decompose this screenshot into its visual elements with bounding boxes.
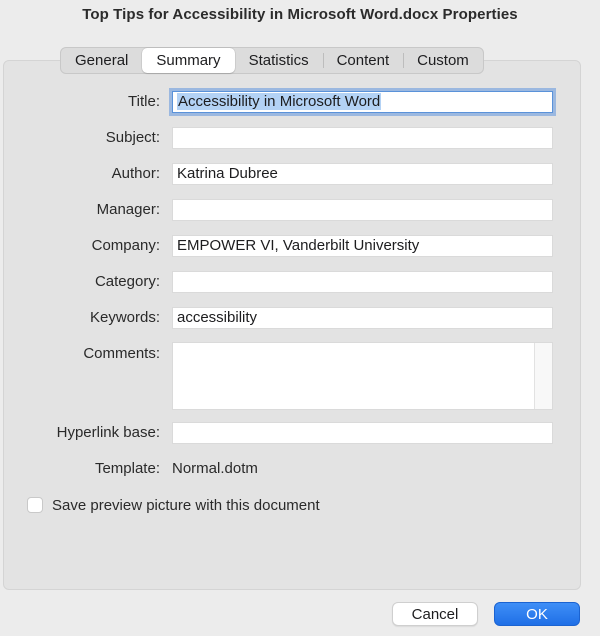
hyperlink-base-label: Hyperlink base:: [56, 424, 160, 441]
tab-content[interactable]: Content: [323, 48, 404, 73]
company-field[interactable]: EMPOWER VI, Vanderbilt University: [172, 235, 553, 257]
hyperlink-base-field[interactable]: [172, 422, 553, 444]
template-value: Normal.dotm: [172, 460, 258, 477]
comments-label: Comments:: [83, 345, 160, 362]
comments-textarea[interactable]: [172, 342, 553, 410]
company-label: Company:: [91, 237, 160, 254]
author-field[interactable]: Katrina Dubree: [172, 163, 553, 185]
cancel-button[interactable]: Cancel: [392, 602, 478, 626]
tab-custom[interactable]: Custom: [403, 48, 483, 73]
subject-field[interactable]: [172, 127, 553, 149]
category-row: [0, 271, 600, 293]
keywords-field[interactable]: accessibility: [172, 307, 553, 329]
hyperlink-base-row: [0, 422, 600, 444]
subject-row: [0, 127, 600, 149]
template-row: [0, 458, 600, 480]
tab-general[interactable]: General: [75, 52, 129, 69]
window-title: Top Tips for Accessibility in Microsoft Word.docx Properties: [82, 6, 518, 23]
save-preview-checkbox[interactable]: [27, 497, 43, 513]
manager-field[interactable]: [172, 199, 553, 221]
title-value: Accessibility in Microsoft Word: [178, 93, 381, 110]
save-preview-label: Save preview picture with this document: [52, 496, 320, 514]
author-row: [0, 163, 600, 185]
category-label: Category:: [94, 273, 160, 290]
category-field[interactable]: [172, 271, 553, 293]
tab-statistics[interactable]: Statistics: [248, 52, 309, 69]
save-preview-option[interactable]: [27, 495, 320, 515]
author-label: Author:: [111, 165, 160, 182]
keywords-label: Keywords:: [89, 309, 160, 326]
manager-row: [0, 199, 600, 221]
manager-label: Manager:: [96, 201, 160, 218]
title-row: [0, 91, 600, 113]
comments-scrollbar[interactable]: [534, 343, 552, 409]
tab-summary[interactable]: Summary: [142, 48, 234, 73]
company-row: [0, 235, 600, 257]
title-label: Title:: [128, 93, 160, 110]
tab-bar: [60, 47, 484, 74]
template-label: Template:: [94, 460, 160, 477]
title-field[interactable]: [172, 91, 553, 113]
ok-button[interactable]: OK: [494, 602, 580, 626]
keywords-row: [0, 307, 600, 329]
subject-label: Subject:: [105, 129, 160, 146]
